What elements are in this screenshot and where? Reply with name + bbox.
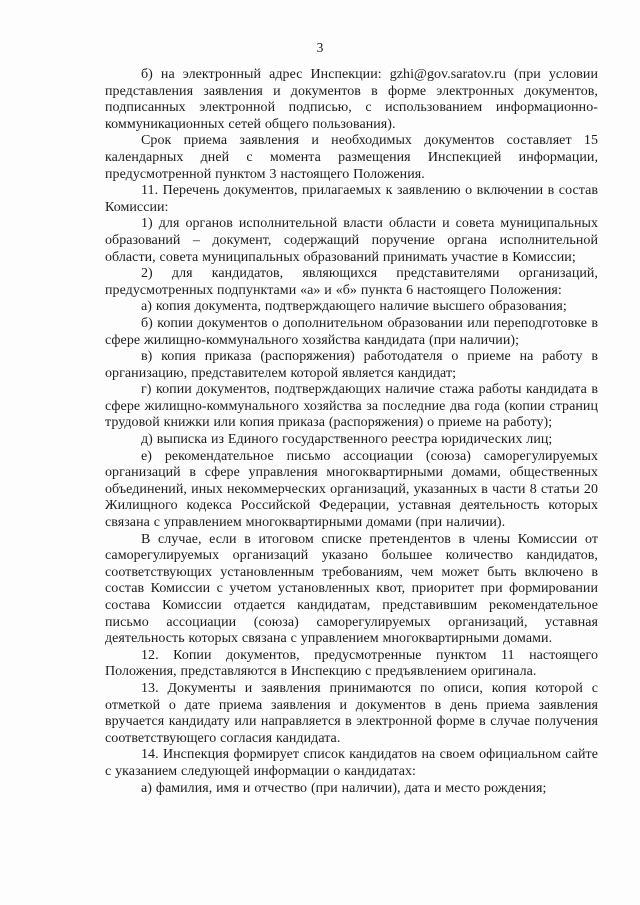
paragraph-submission-period: Срок приема заявления и необходимых документов составляет 15 календарных дней с момента размещения Инспекцией информации, предусмотренной пунктом 3 настоящего Положения. <box>105 133 598 182</box>
paragraph-11-document-list: 11. Перечень документов, прилагаемых к заявлению о включении в состав Комиссии: <box>105 183 598 215</box>
page-number: 3 <box>316 40 324 55</box>
paragraph-14a-personal-info: а) фамилия, имя и отчество (при наличии), дата и место рождения; <box>141 780 547 796</box>
paragraph-11-2d-registry-extract: д) выписка из Единого государственного реестра юридических лиц; <box>141 432 553 448</box>
paragraph-14-candidate-list: 14. Инспекция формирует список кандидатов на своем официальном сайте с указанием следующей информации о кандидатах: <box>105 747 598 779</box>
paragraph-11-2v-employment-order: в) копия приказа (распоряжения) работодателя о приеме на работу в организацию, представителем которой является кандидат; <box>105 349 598 381</box>
paragraph-11-2e-recommendation-letter: е) рекомендательное письмо ассоциации (союза) саморегулируемых организаций в сфере управления многоквартирными домами, общественных объединений, иных некоммерческих организаций, указанных в части 8 статьи 20 Жилищного кодекса Российской Федерации, уставная деятельность которых связана с управлением многоквартирными домами (при наличии). <box>105 448 598 531</box>
paragraph-10b-email: б) на электронный адрес Инспекции: gzhi@gov.saratov.ru (при условии представления заявления и документов в форме электронных документов, подписанных электронной подписью, с использованием информационно-коммуникационных сетей общего пользования). <box>105 67 598 132</box>
document-body <box>105 67 598 797</box>
paragraph-11-2g-work-experience: г) копии документов, подтверждающих наличие стажа работы кандидата в сфере жилищно-коммунального хозяйства за последние два года (копии страниц трудовой книжки или копия приказа (распоряжения) о приеме на работу); <box>105 382 598 431</box>
paragraph-11-2b-additional-education: б) копии документов о дополнительном образовании или переподготовке в сфере жилищно-коммунального хозяйства кандидата (при наличии); <box>105 315 598 348</box>
paragraph-12-copies: 12. Копии документов, предусмотренные пунктом 11 настоящего Положения, представляются в Инспекцию с предъявлением оригинала. <box>105 647 598 680</box>
paragraph-priority-rule: В случае, если в итоговом списке претендентов в члены Комиссии от саморегулируемых организаций указано большее количество кандидатов, соответствующих установленным требованиям, чем может быть включено в состав Комиссии с учетом установленных квот, приоритет при формировании состава Комиссии отдается кандидатам, представившим рекомендательное письмо ассоциации (союза) саморегулируемых организаций, уставная деятельность которых связана с управлением многоквартирными домами. <box>105 531 598 647</box>
paragraph-11-1-executive-bodies: 1) для органов исполнительной власти области и совета муниципальных образований – документ, содержащий поручение органа исполнительной области, совета муниципальных образований принимать участие в Комиссии; <box>105 216 598 265</box>
paragraph-13-acceptance: 13. Документы и заявления принимаются по описи, копия которой с отметкой о дате приема заявления и документов в день приема заявления вручается кандидату или направляется в электронной форме в случае получения соответствующего согласия кандидата. <box>105 680 598 746</box>
paragraph-11-2a-higher-education: а) копия документа, подтверждающего наличие высшего образования; <box>141 299 567 315</box>
paragraph-11-2-candidates: 2) для кандидатов, являющихся представителями организаций, предусмотренных подпунктами «а» и «б» пункта 6 настоящего Положения: <box>105 266 598 298</box>
